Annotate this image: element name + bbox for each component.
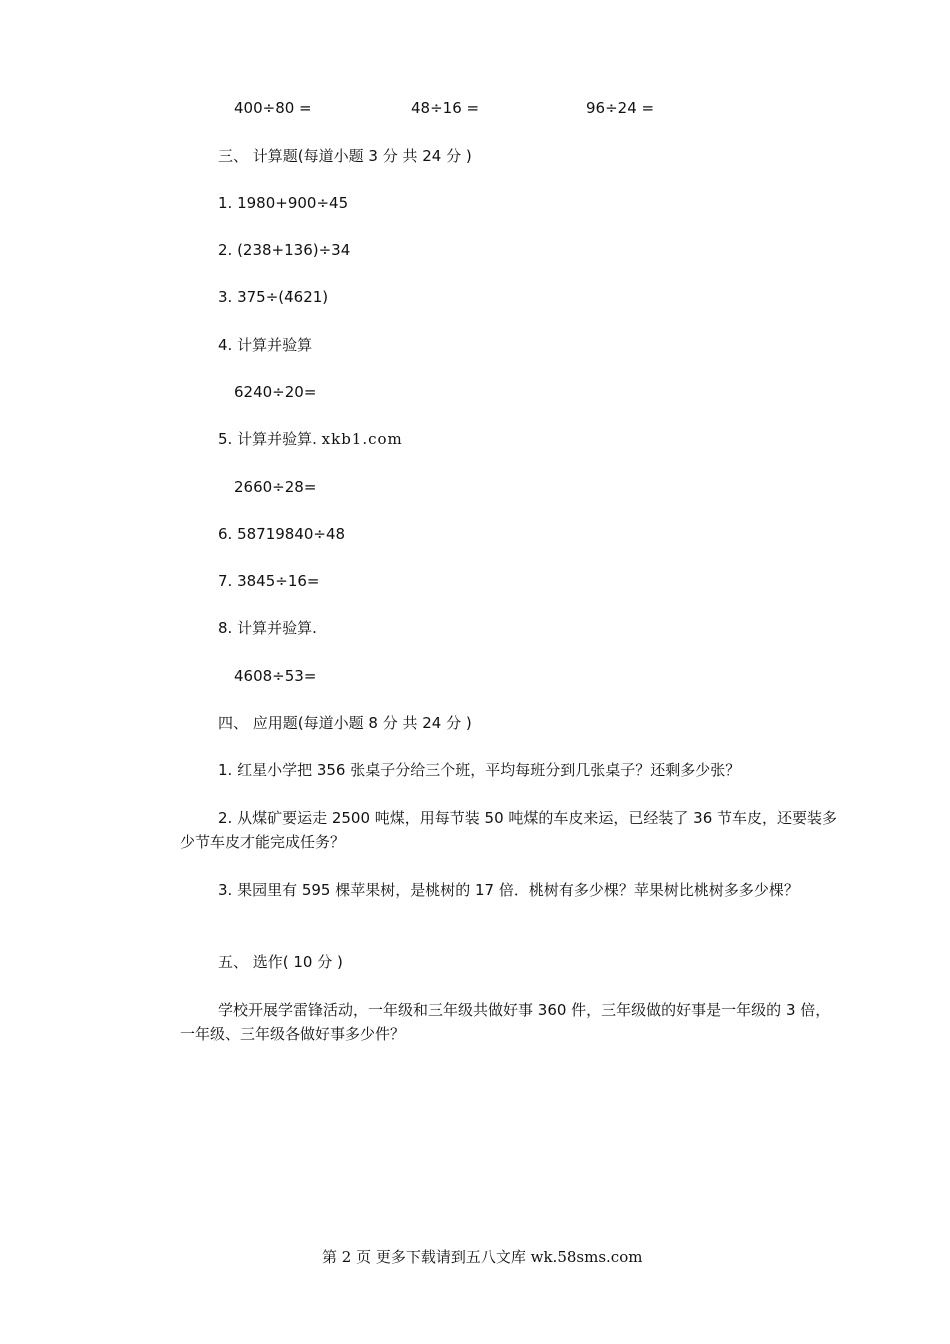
calc-item-5 xyxy=(218,429,403,449)
watermark-text: xkb1.com xyxy=(321,430,403,448)
section-4-title: 四、 应用题(每道小题 8 分 共 24 分 ) xyxy=(218,714,472,732)
calc-item-3: 3. 375÷(4̄621) xyxy=(218,288,329,306)
section-5-title: 五、 选作( 10 分 ) xyxy=(218,953,343,971)
calc-item-8: 8. 计算并验算. xyxy=(218,619,317,637)
calc-item-8-expr: 4608÷53= xyxy=(234,667,317,685)
optional-question: 学校开展学雷锋活动，一年级和三年级共做好事 360 件，三年级做的好事是一年级的 3 倍，一年级、三年级各做好事多少件？ xyxy=(180,1001,831,1043)
calc-item-1: 1. 1980+900÷45 xyxy=(218,194,349,212)
word-problem-1: 1. 红星小学把 356 张桌子分给三个班，平均每班分到几张桌子？还剩多少张？ xyxy=(218,761,741,779)
word-problem-3: 3. 果园里有 595 棵苹果树，是桃树的 17 倍．桃树有多少棵？苹果树比桃树多多少棵？ xyxy=(218,881,799,899)
page-footer: 第 2 页 更多下载请到五八文库 wk.58sms.com xyxy=(322,1248,643,1266)
expr-48-div-16: 48÷16 = xyxy=(411,99,480,117)
calc-item-4-expr: 6240÷20= xyxy=(234,383,317,401)
word-problem-2: 2. 从煤矿要运走 2500 吨煤，用每节装 50 吨煤的车皮来运，已经装了 36 节车皮，还要装多少节车皮才能完成任务？ xyxy=(180,809,838,851)
expr-96-div-24: 96÷24 = xyxy=(586,99,655,117)
expr-400-div-80: 400÷80 = xyxy=(234,99,312,117)
calc-item-5-expr: 2660÷28= xyxy=(234,478,317,496)
calc-item-7: 7. 3845÷16= xyxy=(218,572,320,590)
calc-item-4: 4. 计算并验算 xyxy=(218,336,313,354)
calc-item-5-label: 5. 计算并验算. xyxy=(218,430,317,448)
calc-item-6: 6. 587̄19840÷48 xyxy=(218,525,346,543)
calc-item-2: 2. (238+136)÷34 xyxy=(218,241,351,259)
section-3-title: 三、 计算题(每道小题 3 分 共 24 分 ) xyxy=(218,147,472,165)
